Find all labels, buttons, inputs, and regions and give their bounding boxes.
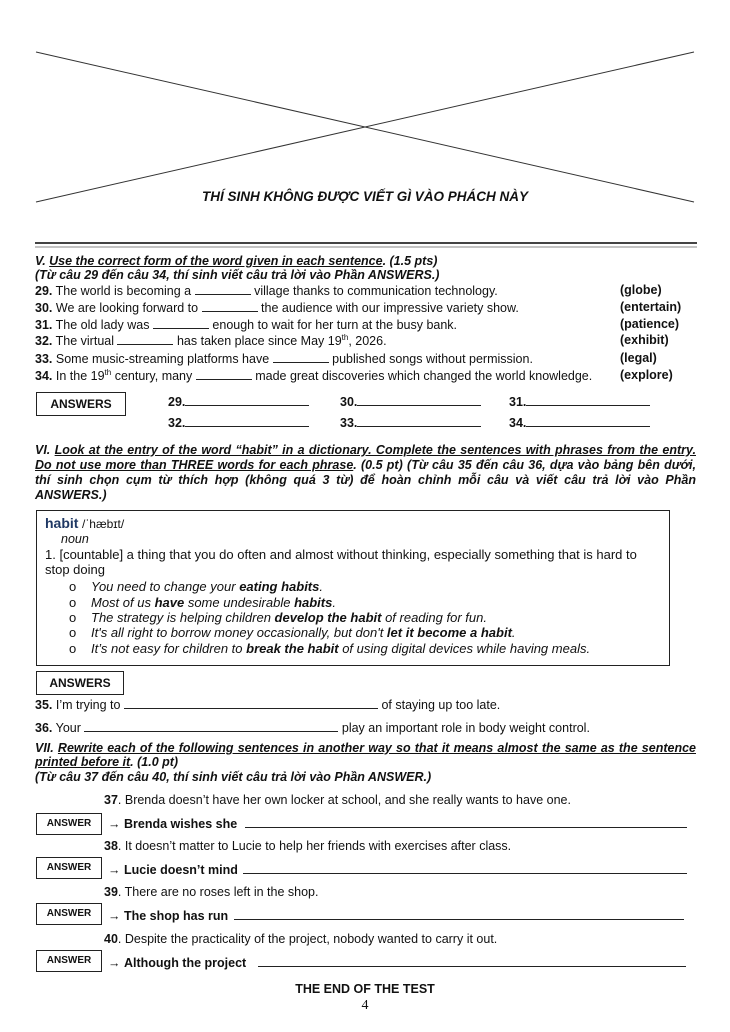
dictionary-headword: habit (45, 515, 79, 531)
answer-slot-32[interactable]: 32. (168, 415, 309, 430)
question-40: 40. Despite the practicality of the project, nobody wanted to carry it out. (104, 932, 498, 946)
end-of-test: THE END OF THE TEST (295, 982, 435, 996)
section-vi-instruction: (Từ câu 35 đến câu 36, dựa vào bảng bên dưới, thí sinh chọn cụm từ thích hợp (không quá 3 từ) để hoàn chỉnh mỗi câu và viết câu trả lời vào Phần ANSWERS.) (35, 458, 696, 502)
answer-blank-35[interactable] (124, 697, 378, 709)
question-30: 30. We are looking forward to the audience with our impressive variety show. (35, 301, 519, 315)
question-39: 39. There are no roses left in the shop. (104, 885, 319, 899)
question-37: 37. Brenda doesn’t have her own locker at school, and she really wants to have one. (104, 793, 571, 807)
keyword-31: (patience) (620, 317, 680, 331)
arrow-icon: → (108, 909, 121, 923)
arrow-icon: → (108, 956, 121, 970)
section-vi-heading: VI. Look at the entry of the word “habit” in a dictionary. Complete the sentences with phrases from the entry. Do not use more than THREE words for each phrase. (0.5 pt) (Từ câu 35 đến câu 36, dựa vào bảng bên dưới, thí sinh chọn cụm từ thích hợp (không quá 3 từ) để hoàn chỉnh mỗi câu và viết câu trả lời vào Phần ANSWERS.) (35, 443, 696, 502)
header-cross-lines (0, 0, 730, 250)
section-v-heading: V. Use the correct form of the word given in each sentence. (1.5 pts) (35, 254, 438, 268)
answer-line-37[interactable] (245, 816, 687, 828)
rewrite-37: → Brenda wishes she (108, 816, 687, 831)
rewrite-40: → Although the project (108, 955, 686, 970)
question-33: 33. Some music-streaming platforms have published songs without permission. (35, 352, 533, 366)
bullet-icon: o (69, 579, 77, 594)
answer-slot-33[interactable]: 33. (340, 415, 481, 430)
rewrite-39: → The shop has run (108, 908, 684, 923)
answer-blank (273, 351, 329, 363)
question-32: 32. The virtual has taken place since May 19th, 2026. (35, 333, 387, 349)
bullet-icon: o (69, 595, 77, 610)
answer-slot-31[interactable]: 31. (509, 394, 650, 409)
page-number: 4 (361, 998, 369, 1013)
question-31: 31. The old lady was enough to wait for her turn at the busy bank. (35, 318, 458, 332)
answer-line-40[interactable] (258, 955, 686, 967)
answer-slot-29[interactable]: 29. (168, 394, 309, 409)
answer-line-39[interactable] (234, 908, 684, 920)
section-vi-title: Look at the entry of the word “habit” in a dictionary. Complete the sentences with phrases from the entry. Do not use more than THREE words for each phrase (35, 443, 696, 472)
header-notice: THÍ SINH KHÔNG ĐƯỢC VIẾT GÌ VÀO PHÁCH NÀY (202, 189, 528, 204)
keyword-34: (explore) (620, 368, 673, 382)
question-35: 35. I’m trying to of staying up too late. (35, 698, 501, 712)
keyword-33: (legal) (620, 351, 657, 365)
arrow-icon: → (108, 863, 121, 877)
answers-box-v: ANSWERS (36, 392, 126, 416)
answer-box-37: ANSWER (36, 813, 102, 835)
answer-blank (202, 300, 258, 312)
answers-box-vi: ANSWERS (36, 671, 124, 695)
answer-blank (196, 368, 252, 380)
question-34: 34. In the 19th century, many made great discoveries which changed the world knowledge. (35, 368, 593, 384)
bullet-icon: o (69, 625, 77, 640)
dictionary-example: o It’s not easy for children to break the habit of using digital devices while having meals. (69, 641, 591, 656)
answer-blank (195, 283, 251, 295)
section-vii-title: Rewrite each of the following sentences in another way so that it means almost the same as the sentence printed before it (35, 741, 696, 769)
answer-box-40: ANSWER (36, 950, 102, 972)
bullet-icon: o (69, 610, 77, 625)
dictionary-example: o Most of us have some undesirable habits. (69, 595, 336, 610)
dictionary-pos: noun (61, 532, 89, 546)
question-38: 38. It doesn’t matter to Lucie to help her friends with exercises after class. (104, 839, 512, 853)
rewrite-38: → Lucie doesn’t mind (108, 862, 687, 877)
keyword-29: (globe) (620, 283, 662, 297)
answer-slot-34[interactable]: 34. (509, 415, 650, 430)
dictionary-example: o It's all right to borrow money occasionally, but don't let it become a habit. (69, 625, 516, 640)
dictionary-example: o The strategy is helping children develop the habit of reading for fun. (69, 610, 487, 625)
dictionary-example: o You need to change your eating habits. (69, 579, 323, 594)
question-29: 29. The world is becoming a village thanks to communication technology. (35, 284, 498, 298)
answer-blank-36[interactable] (84, 720, 338, 732)
dictionary-pronunciation: /ˈhæbɪt/ (81, 517, 125, 531)
dictionary-entry-box (36, 510, 670, 666)
section-v-instruction: (Từ câu 29 đến câu 34, thí sinh viết câu trả lời vào Phần ANSWERS.) (35, 268, 440, 282)
section-vii-instruction: (Từ câu 37 đến câu 40, thí sinh viết câu trả lời vào Phần ANSWER.) (35, 770, 432, 784)
answer-blank (117, 333, 173, 345)
answer-box-39: ANSWER (36, 903, 102, 925)
question-36: 36. Your play an important role in body weight control. (35, 721, 590, 735)
section-v-title: Use the correct form of the word given in each sentence (49, 254, 383, 268)
answer-line-38[interactable] (243, 862, 687, 874)
arrow-icon: → (108, 817, 121, 831)
keyword-30: (entertain) (620, 300, 682, 314)
keyword-32: (exhibit) (620, 333, 669, 347)
answer-slot-30[interactable]: 30. (340, 394, 481, 409)
dictionary-definition: 1. [countable] a thing that you do often and almost without thinking, especially something that is hard to stop doing (45, 547, 637, 577)
bullet-icon: o (69, 641, 77, 656)
section-vii-heading: VII. Rewrite each of the following sentences in another way so that it means almost the same as the sentence printed before it. (1.0 pt) (35, 741, 696, 769)
answer-box-38: ANSWER (36, 857, 102, 879)
answer-blank (153, 317, 209, 329)
